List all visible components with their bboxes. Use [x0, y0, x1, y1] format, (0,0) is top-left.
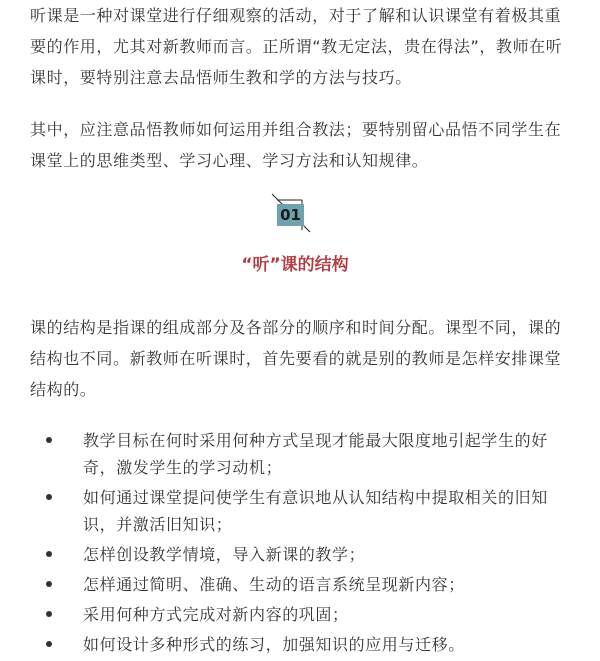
- list-item: [0, 541, 563, 568]
- list-item: [0, 601, 563, 628]
- list-item: [0, 484, 563, 538]
- section-number: 01: [277, 204, 304, 226]
- section-title: “听”课的结构: [241, 255, 349, 275]
- bullet-list: [0, 427, 600, 661]
- list-item: [0, 571, 563, 598]
- list-item-text: 怎样创设教学情境，导入新课的教学；: [83, 545, 366, 564]
- list-item: [0, 631, 563, 658]
- bullet-dot: [46, 611, 52, 617]
- bullet-dot: [46, 641, 52, 647]
- list-item-text: 如何通过课堂提问使学生有意识地从认知结构中提取相关的旧知识，并激活旧知识；: [83, 488, 548, 534]
- section-number-badge: [266, 190, 314, 238]
- list-item-text: 怎样通过简明、准确、生动的语言系统呈现新内容；: [83, 575, 465, 594]
- bullet-dot: [46, 437, 52, 443]
- list-item-text: 教学目标在何时采用何种方式呈现才能最大限度地引起学生的好奇，激发学生的学习动机；: [83, 431, 548, 477]
- body-paragraph: 课的结构是指课的组成部分及各部分的顺序和时间分配。课型不同，课的结构也不同。新教师在听课时，首先要看的就是别的教师是怎样安排课堂结构的。: [30, 318, 562, 399]
- list-item-text: 如何设计多种形式的练习，加强知识的应用与迁移。: [83, 635, 465, 654]
- bullet-dot: [46, 551, 52, 557]
- list-item-text: 采用何种方式完成对新内容的巩固；: [83, 605, 349, 624]
- intro-paragraph-2: 其中，应注意品悟教师如何运用并组合教法；要特别留心品悟不同学生在课堂上的思维类型、学习心理、学习方法和认知规律。: [30, 120, 562, 170]
- intro-paragraph-1: 听课是一种对课堂进行仔细观察的活动，对于了解和认识课堂有着极其重要的作用，尤其对新教师而言。正所谓“教无定法，贵在得法”，教师在听课时，要特别注意去品悟师生教和学的方法与技巧。: [30, 6, 563, 87]
- list-item: [0, 427, 563, 481]
- bullet-dot: [46, 581, 52, 587]
- bullet-dot: [46, 494, 52, 500]
